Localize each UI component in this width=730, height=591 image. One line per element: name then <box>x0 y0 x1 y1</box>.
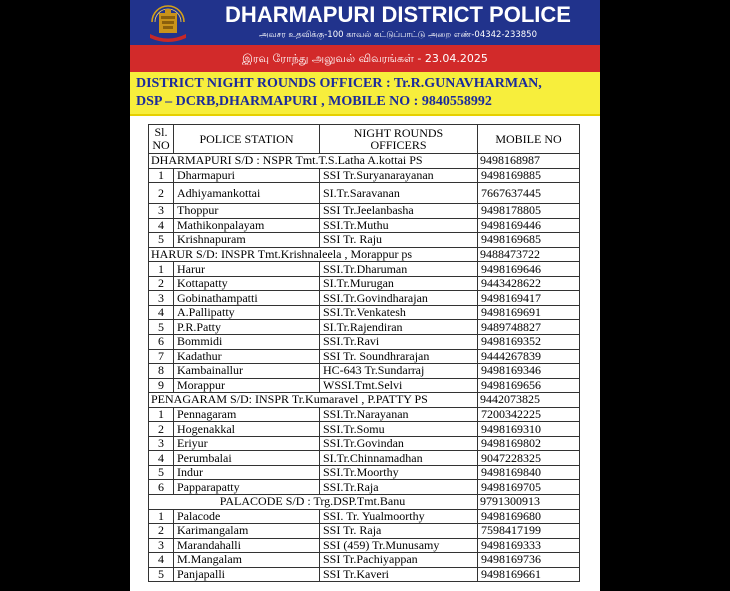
row-sl-no: 5 <box>149 465 174 480</box>
row-sl-no: 3 <box>149 291 174 306</box>
row-officer: SSI.Tr.Raja <box>320 480 478 495</box>
row-mobile: 9498169352 <box>478 335 580 350</box>
row-officer: SI.Tr.Chinnamadhan <box>320 451 478 466</box>
row-mobile: 9498169736 <box>478 553 580 568</box>
row-police-station: Hogenakkal <box>174 422 320 437</box>
row-mobile: 9444267839 <box>478 349 580 364</box>
header-officers-line2: OFFICERS <box>370 138 427 152</box>
row-officer: SSI (459) Tr.Munusamy <box>320 538 478 553</box>
row-police-station: Dharmapuri <box>174 168 320 183</box>
table-row <box>149 509 580 524</box>
table-row <box>149 335 580 350</box>
row-mobile: 7598417199 <box>478 524 580 539</box>
row-officer: SSI.Tr.Moorthy <box>320 465 478 480</box>
row-sl-no: 9 <box>149 378 174 393</box>
table-row <box>149 407 580 422</box>
row-officer: SI.Tr.Murugan <box>320 276 478 291</box>
table-header-row <box>149 125 580 154</box>
table-row <box>149 305 580 320</box>
row-police-station: Thoppur <box>174 204 320 219</box>
table-row <box>149 204 580 219</box>
table-row <box>149 480 580 495</box>
row-sl-no: 4 <box>149 218 174 233</box>
row-mobile: 9498169646 <box>478 262 580 277</box>
row-mobile: 9498169346 <box>478 364 580 379</box>
section-title: PENAGARAM S/D: INSPR Tr.Kumaravel , P.PATTY PS <box>149 393 478 408</box>
row-officer: SSI.Tr.Somu <box>320 422 478 437</box>
table-row <box>149 291 580 306</box>
row-officer: SI.Tr.Saravanan <box>320 183 478 204</box>
row-sl-no: 5 <box>149 233 174 248</box>
header-sl-no-line2: NO <box>152 138 170 152</box>
row-sl-no: 6 <box>149 480 174 495</box>
row-police-station: A.Pallipatty <box>174 305 320 320</box>
row-police-station: Adhiyamankottai <box>174 183 320 204</box>
row-officer: SSI.Tr.Govindan <box>320 436 478 451</box>
table-row <box>149 218 580 233</box>
night-rounds-table <box>148 124 580 582</box>
row-police-station: Mathikonpalayam <box>174 218 320 233</box>
row-officer: SSI Tr.Kaveri <box>320 567 478 582</box>
row-sl-no: 4 <box>149 305 174 320</box>
table-row <box>149 422 580 437</box>
row-officer: SSI Tr. Raju <box>320 233 478 248</box>
table-row <box>149 320 580 335</box>
header-police-station: POLICE STATION <box>174 125 320 154</box>
row-mobile: 9498169656 <box>478 378 580 393</box>
row-officer: WSSI.Tmt.Selvi <box>320 378 478 393</box>
row-mobile: 7200342225 <box>478 407 580 422</box>
row-police-station: Palacode <box>174 509 320 524</box>
row-officer: SSI.Tr.Venkatesh <box>320 305 478 320</box>
row-sl-no: 1 <box>149 168 174 183</box>
row-mobile: 9498169802 <box>478 436 580 451</box>
officer-line-2: DSP – DCRB,DHARMAPURI , MOBILE NO : 9840558992 <box>136 94 492 109</box>
section-row <box>149 495 580 510</box>
row-mobile: 9498169705 <box>478 480 580 495</box>
section-title: PALACODE S/D : Trg.DSP.Tmt.Banu <box>149 495 478 510</box>
section-mobile: 9791300913 <box>478 495 580 510</box>
row-officer: SSI Tr.Pachiyappan <box>320 553 478 568</box>
row-police-station: P.R.Patty <box>174 320 320 335</box>
row-officer: SSI.Tr.Muthu <box>320 218 478 233</box>
row-officer: SSI.Tr.Narayanan <box>320 407 478 422</box>
row-police-station: Kottapatty <box>174 276 320 291</box>
row-mobile: 9498178805 <box>478 204 580 219</box>
table-row <box>149 538 580 553</box>
row-officer: SSI Tr. Raja <box>320 524 478 539</box>
section-mobile: 9442073825 <box>478 393 580 408</box>
row-mobile: 9498169446 <box>478 218 580 233</box>
table-row <box>149 349 580 364</box>
table-row <box>149 276 580 291</box>
row-police-station: Indur <box>174 465 320 480</box>
row-officer: SSI.Tr.Govindharajan <box>320 291 478 306</box>
row-mobile: 9498169840 <box>478 465 580 480</box>
row-mobile: 9498169691 <box>478 305 580 320</box>
row-police-station: Pennagaram <box>174 407 320 422</box>
table-row <box>149 378 580 393</box>
row-sl-no: 1 <box>149 509 174 524</box>
row-police-station: Gobinathampatti <box>174 291 320 306</box>
section-title: HARUR S/D: INSPR Tmt.Krishnaleela , Morappur ps <box>149 247 478 262</box>
header-sl-no-line1: Sl. <box>154 125 168 139</box>
officer-line-1: DISTRICT NIGHT ROUNDS OFFICER : Tr.R.GUNAVHARMAN, <box>136 76 542 91</box>
row-officer: HC-643 Tr.Sundarraj <box>320 364 478 379</box>
row-police-station: Karimangalam <box>174 524 320 539</box>
row-sl-no: 2 <box>149 422 174 437</box>
header-officers-line1: NIGHT ROUNDS <box>353 126 444 140</box>
section-mobile: 9488473722 <box>478 247 580 262</box>
row-police-station: Morappur <box>174 378 320 393</box>
section-row <box>149 393 580 408</box>
row-police-station: Kadathur <box>174 349 320 364</box>
table-row <box>149 451 580 466</box>
row-officer: SSI Tr. Soundhrarajan <box>320 349 478 364</box>
row-sl-no: 5 <box>149 320 174 335</box>
row-mobile: 9047228325 <box>478 451 580 466</box>
police-emblem-icon <box>142 1 194 45</box>
table-row <box>149 262 580 277</box>
row-officer: SSI. Tr. Yualmoorthy <box>320 509 478 524</box>
row-officer: SSI.Tr.Dharuman <box>320 262 478 277</box>
row-police-station: Perumbalai <box>174 451 320 466</box>
date-banner <box>130 45 600 72</box>
table-row <box>149 233 580 248</box>
header-subtitle: அவசர உதவிக்கு-100 காவல் கட்டுப்பாட்டு அறை எண்-04342-233850 <box>259 30 537 40</box>
row-police-station: Papparapatty <box>174 480 320 495</box>
section-title: DHARMAPURI S/D : NSPR Tmt.T.S.Latha A.kottai PS <box>149 154 478 169</box>
section-row <box>149 247 580 262</box>
row-sl-no: 3 <box>149 436 174 451</box>
row-mobile: 7667637445 <box>478 183 580 204</box>
row-sl-no: 6 <box>149 335 174 350</box>
table-body <box>149 154 580 582</box>
table-row <box>149 436 580 451</box>
table-row <box>149 465 580 480</box>
row-mobile: 9498169333 <box>478 538 580 553</box>
header-mobile-no: MOBILE NO <box>478 125 580 154</box>
row-police-station: Kambainallur <box>174 364 320 379</box>
row-sl-no: 5 <box>149 567 174 582</box>
row-sl-no: 3 <box>149 204 174 219</box>
header-title: DHARMAPURI DISTRICT POLICE <box>225 2 571 27</box>
row-sl-no: 2 <box>149 183 174 204</box>
row-sl-no: 2 <box>149 276 174 291</box>
row-sl-no: 1 <box>149 262 174 277</box>
notice-document <box>130 0 600 591</box>
row-mobile: 9498169310 <box>478 422 580 437</box>
row-police-station: Panjapalli <box>174 567 320 582</box>
table-row <box>149 168 580 183</box>
row-mobile: 9498169685 <box>478 233 580 248</box>
table-row <box>149 553 580 568</box>
section-mobile: 9498168987 <box>478 154 580 169</box>
section-row <box>149 154 580 169</box>
row-sl-no: 2 <box>149 524 174 539</box>
row-mobile: 9498169661 <box>478 567 580 582</box>
row-police-station: Eriyur <box>174 436 320 451</box>
row-mobile: 9498169885 <box>478 168 580 183</box>
row-sl-no: 4 <box>149 451 174 466</box>
row-sl-no: 3 <box>149 538 174 553</box>
row-police-station: Harur <box>174 262 320 277</box>
row-mobile: 9498169417 <box>478 291 580 306</box>
row-sl-no: 8 <box>149 364 174 379</box>
row-mobile: 9489748827 <box>478 320 580 335</box>
table-row <box>149 183 580 204</box>
row-officer: SSI Tr.Suryanarayanan <box>320 168 478 183</box>
table-row <box>149 567 580 582</box>
row-police-station: Krishnapuram <box>174 233 320 248</box>
row-sl-no: 1 <box>149 407 174 422</box>
row-police-station: Marandahalli <box>174 538 320 553</box>
table-row <box>149 364 580 379</box>
row-mobile: 9498169680 <box>478 509 580 524</box>
header-bar <box>130 0 600 45</box>
row-officer: SI.Tr.Rajendiran <box>320 320 478 335</box>
row-sl-no: 7 <box>149 349 174 364</box>
row-police-station: Bommidi <box>174 335 320 350</box>
header-sl-no <box>149 125 174 154</box>
officer-banner <box>130 72 600 116</box>
row-police-station: M.Mangalam <box>174 553 320 568</box>
row-mobile: 9443428622 <box>478 276 580 291</box>
row-officer: SSI.Tr.Ravi <box>320 335 478 350</box>
date-banner-text: இரவு ரோந்து அலுவல் விவரங்கள் - 23.04.2025 <box>242 52 488 65</box>
row-officer: SSI Tr.Jeelanbasha <box>320 204 478 219</box>
row-sl-no: 4 <box>149 553 174 568</box>
header-night-rounds-officers <box>320 125 478 154</box>
table-row <box>149 524 580 539</box>
